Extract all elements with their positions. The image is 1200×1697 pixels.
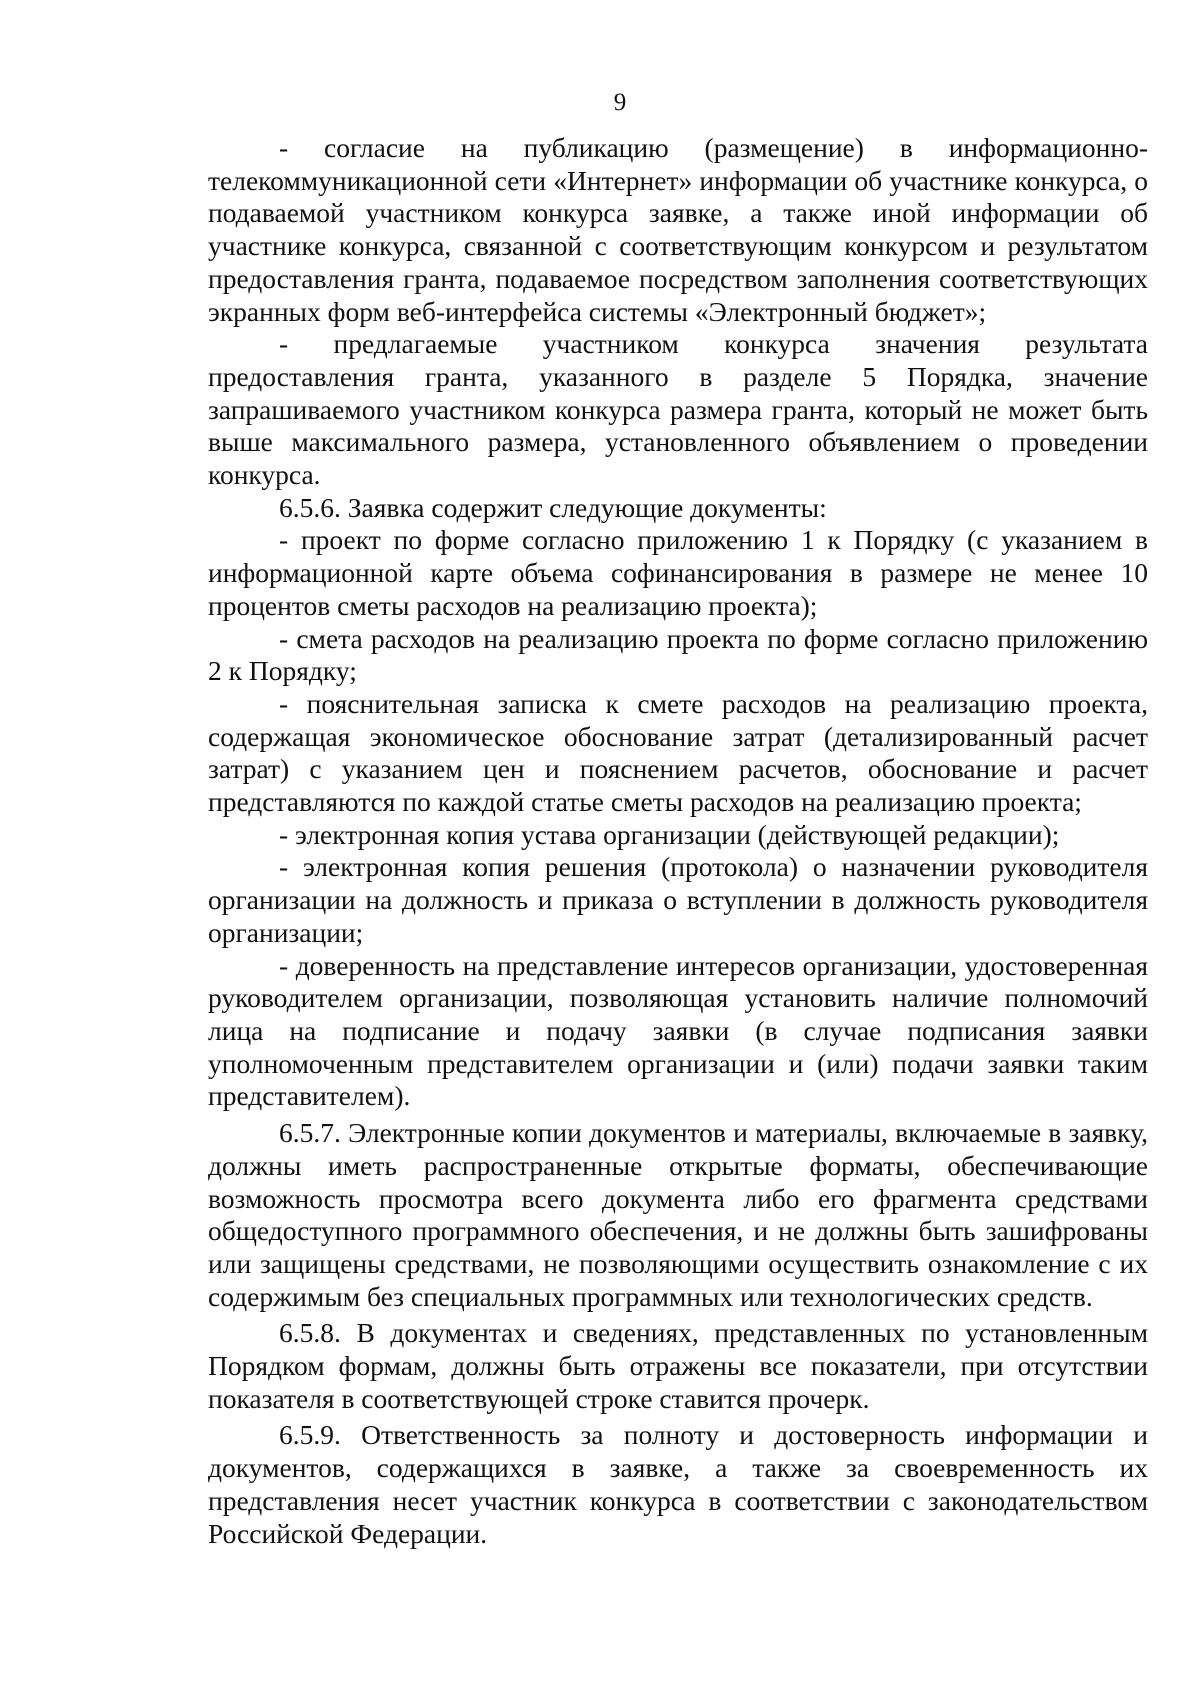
- paragraph-power-of-attorney: - доверенность на представление интересов организации, удостоверенная руководителем организации, позволяющая установить наличие полномочий лица на подписание и подачу заявки (в случае подписания заявки уполномоченным представителем организации и (или) подачи заявки таким представителем).: [208, 949, 1148, 1112]
- paragraph-6-5-6: 6.5.6. Заявка содержит следующие документы:: [279, 491, 827, 523]
- document-body: [208, 132, 1148, 1550]
- paragraph-charter-copy: - электронная копия устава организации (действующей редакции);: [279, 818, 1060, 850]
- paragraph-consent-publication: - согласие на публикацию (размещение) в информационно-телекоммуникационной сети «Интернет» информации об участнике конкурса, о подаваемой участником конкурса заявке, а также иной информации об участнике конкурса, связанной с соответствующим конкурсом и результатом предоставления гранта, подаваемое посредством заполнения соответствующих экранных форм веб-интерфейса системы «Электронный бюджет»;: [208, 132, 1148, 327]
- page-number: 9: [613, 89, 627, 116]
- paragraph-appointment-decision: - электронная копия решения (протокола) о назначении руководителя организации на должность и приказа о вступлении в должность руководителя организации;: [208, 851, 1148, 948]
- paragraph-6-5-9: 6.5.9. Ответственность за полноту и достоверность информации и документов, содержащихся в заявке, а также за своевременность их представления несет участник конкурса в соответствии с законодательством Российской Федерации.: [208, 1419, 1148, 1549]
- paragraph-project-form: - проект по форме согласно приложению 1 к Порядку (с указанием в информационной карте объема софинансирования в размере не менее 10 процентов сметы расходов на реализацию проекта);: [208, 524, 1148, 621]
- paragraph-6-5-7: 6.5.7. Электронные копии документов и материалы, включаемые в заявку, должны иметь распространенные открытые форматы, обеспечивающие возможность просмотра всего документа либо его фрагмента средствами общедоступного программного обеспечения, и не должны быть зашифрованы или защищены средствами, не позволяющими осуществить ознакомление с их содержимым без специальных программных или технологических средств.: [208, 1117, 1148, 1312]
- paragraph-cost-estimate: - смета расходов на реализацию проекта по форме согласно приложению 2 к Порядку;: [208, 622, 1148, 687]
- paragraph-explanatory-note: - пояснительная записка к смете расходов на реализацию проекта, содержащая экономическое обоснование затрат (детализированный расчет затрат) с указанием цен и пояснением расчетов, обоснование и расчет представляются по каждой статье сметы расходов на реализацию проекта;: [208, 687, 1148, 818]
- paragraph-6-5-8: 6.5.8. В документах и сведениях, представленных по установленным Порядком формам, должны быть отражены все показатели, при отсутствии показателя в соответствующей строке ставится прочерк.: [208, 1317, 1148, 1414]
- paragraph-proposed-results: - предлагаемые участником конкурса значения результата предоставления гранта, указанного в разделе 5 Порядка, значение запрашиваемого участником конкурса размера гранта, который не может быть выше максимального размера, установленного объявлением о проведении конкурса.: [208, 328, 1148, 491]
